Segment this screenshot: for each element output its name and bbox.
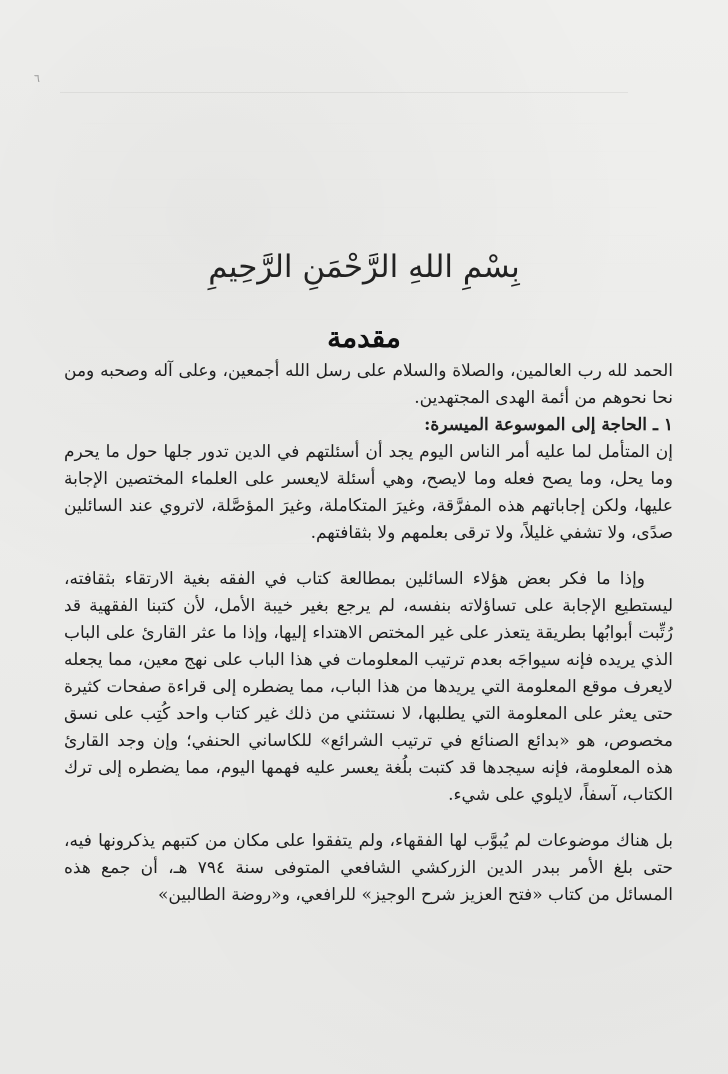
basmala: بِسْمِ اللهِ الرَّحْمَنِ الرَّحِيمِ [208,249,520,285]
intro-paragraph: الحمد لله رب العالمين، والصلاة والسلام على رسل الله أجمعين، وعلى آله وصحبه ومن نحا نحوهم من أئمة الهدى المجتهدين. [64,361,673,408]
subheading: ١ ـ الحاجة إلى الموسوعة الميسرة: [424,415,673,435]
paragraph-3: بل هناك موضوعات لم يُبوَّب لها الفقهاء، ولم يتفقوا على مكان من كتبهم يذكرونها فيه، حتى بلغ الأمر ببدر الدين الزركشي الشافعي المتوفى سنة ٧٩٤ هـ، أن جمع هذه المسائل من كتاب «فتح العزيز شرح الوجيز» للرافعي، و«روضة الطالبين» [64,831,673,905]
paragraph-2: وإذا ما فكر بعض هؤلاء السائلين بمطالعة كتاب في الفقه بغية الارتقاء بثقافته، ليستطيع الإجابة على تساؤلاته بنفسه، لم يرجع بغير خيبة الأمل، لأن كتبنا الفقهية قد رُتِّبت أبوابُها بطريقة يتعذر على غير المختص الاهتداء إليها، وإذا ما عثر القارئ على الباب الذي يريده فإنه سيواجَه بعدم ترتيب المعلومات في هذا الباب على نهج معين، مما يجعله لايعرف موقع المعلومة التي يريدها من هذا الباب، مما يضطره إلى قراءة صفحات كثيرة حتى يعثر على المعلومة التي يطلبها، لا نستثني من ذلك غير كتاب واحد كُتِب على نسق مخصوص، هو «بدائع الصنائع في ترتيب الشرائع» للكاساني الحنفي؛ وإن وجد القارئ هذه المعلومة، فإنه سيجدها قد كتبت بلُغة يعسر عليه فهمها اليوم، مما يضطره إلى ترك الكتاب، آسفاً، لايلوي على شيء. [64,569,673,805]
header-rule [60,92,628,93]
document-body [64,358,673,909]
page-number: ٦ [34,72,40,85]
section-title: مقدمة [327,321,401,354]
paragraph-1: إن المتأمل لما عليه أمر الناس اليوم يجد أن أسئلتهم في الدين تدور جلها حول ما يحرم وما يحل، وما يصح فعله وما لايصح، وهي أسئلة لايعسر على العلماء المختصين الإجابة عليها، ولكن إجاباتهم هذه المفرَّقة، وغيرَ المتكاملة، وغيرَ المؤصَّلة، لاتروي عند السائلين صدًى، ولا تشفي غليلاً، ولا ترقى بعلمهم ولا بثقافتهم. [64,442,673,543]
